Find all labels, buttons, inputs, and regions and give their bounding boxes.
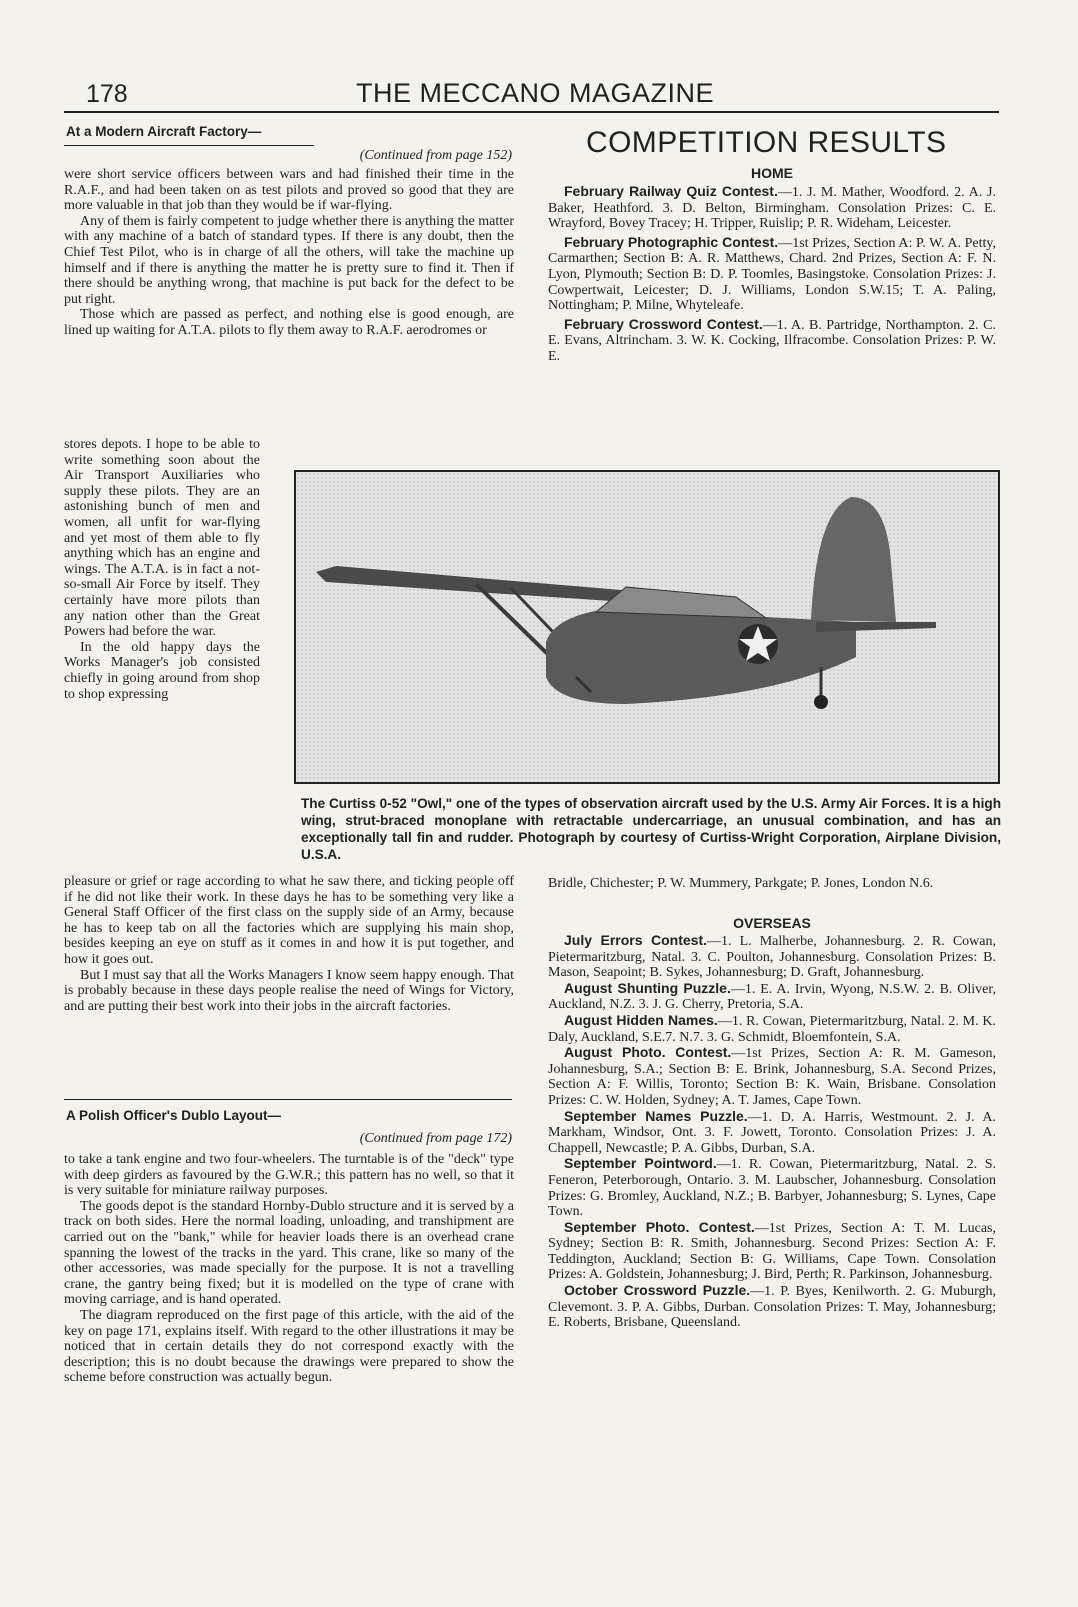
result-crossword (548, 317, 996, 365)
aircraft-paragraph-3b: stores depots. I hope to be able to write something soon about the Air Transport Auxiliaries who supply these pilots. They are an astonishing bunch of men and women, all unfit for war-flying and yet most of them able to fly anything which has an engine and wings. The A.T.A. is in fact a not-so-small Air Force by itself. They certainly have more pilots than any nation other than the Great Powers had before the war. (64, 437, 260, 640)
aircraft-heading-rule (64, 145, 314, 146)
competition-title: COMPETITION RESULTS (586, 126, 947, 159)
result-title: August Hidden Names. (564, 1011, 718, 1028)
result-title: October Crossword Puzzle. (564, 1282, 751, 1299)
aircraft-continued-note: (Continued from page 152) (359, 148, 512, 163)
result-july-errors (548, 933, 996, 981)
result-title: July Errors Contest. (564, 932, 707, 948)
dublo-paragraph-2: The goods depot is the standard Hornby-Dublo structure and it is served by a track on both sides. Here the normal loading, unloading, and transhipment are carried out on the "bank," while for heavier loads there is an overhead crane spanning the lowest of the tracks in the yard. This crane, like so many of the other accessories, was made specially for the purpose. It is not a travelling crane, the gantry being fixed; but it is modelled on the type of crane with moving carriage, and is hand operated. (64, 1198, 514, 1308)
result-text: —1st Prizes, Section A: P. W. A. Petty, Carmarthen; Section B: A. R. Matthews, Chard. 2nd Prizes, Section A: F. N. Lyon, Plymouth; Section B: D. P. Toomles, Basingstoke. Consolation Prizes: J. Cowpertwait, Leicester; D. J. Williams, London S.W.15; T. A. Paling, Nottingham; P. Milne, Whyteleafe. (548, 235, 997, 314)
result-text: —1. L. Malherbe, Johannesburg. 2. R. Cowan, Pietermaritzburg, Natal. 3. C. Poulton, Johannesburg. Consolation Prizes: B. Mason, Seapoint; B. Sykes, Johannesburg; D. Graft, Johannesburg. (548, 934, 996, 981)
overseas-results (548, 933, 996, 1331)
result-october-crossword (548, 1283, 996, 1331)
dublo-paragraph-1: to take a tank engine and two four-wheelers. The turntable is of the "deck" type with deep girders as favoured by the G.W.R.; this pattern has no well, so that it is very suitable for miniature railway purposes. (64, 1152, 514, 1199)
overseas-heading: OVERSEAS (733, 915, 811, 931)
result-text: —1. P. Byes, Kenilworth. 2. G. Muburgh, Clevemont. 3. P. A. Gibbs, Durban. Consolation Prizes: T. May, Johannesburg; E. Roberts, Brisbane, Queensland. (548, 1284, 996, 1331)
result-text: —1. R. Cowan, Pietermaritzburg, Natal. 2. M. K. Daly, Auckland, S.E.7. N.7. 3. G. Schmidt, Bloemfontein, S.A. (548, 1013, 996, 1045)
dublo-article-body (64, 1152, 514, 1386)
aircraft-paragraph-4b: pleasure or grief or rage according to what he saw there, and ticking people off if he did not like their work. In these days he has to be something very like a General Staff Officer of the first class on the supply side of an Army, because he has to keep tab on all the factories which are supplying his main shop, besides keeping an eye on stuff as it comes in and how it is put together, and how it goes out. (64, 874, 514, 967)
aircraft-article-body-bottom (64, 874, 514, 1014)
result-september-photo (548, 1220, 996, 1283)
result-text: —1st Prizes, Section A: T. M. Lucas, Sydney; Section B: R. Smith, Johannesburg. Second Prizes: Section A: F. Teddington, Auckland; Section B: G. Williams, Cape Town. Consolation Prizes: A. Goldstein, Johannesburg; J. Bird, Perth; R. Parkinson, Johannesburg. (548, 1220, 996, 1283)
photo-caption: The Curtiss 0-52 "Owl," one of the types of observation aircraft used by the U.S. Army Air Forces. It is a high wing, strut-braced monoplane with retractable undercarriage, an unusual combination, and has an exceptionally tall fin and rudder. Photograph by courtesy of Curtiss-Wright Corporation, Airplane Division, U.S.A. (301, 796, 1001, 862)
aircraft-paragraph-2: Any of them is fairly competent to judge whether there is anything the matter with any machine of a batch of standard types. If there is any doubt, then the Chief Test Pilot, who is in charge of all the others, will take the machine up himself and if there is anything the matter he is pretty sure to find it. Then if there should be anything wrong, that machine is put back for the defect to be put right. (64, 213, 514, 307)
result-text: —1. J. M. Mather, Woodford. 2. A. J. Baker, Heathford. 3. D. Belton, Birmingham. Consolation Prizes: C. E. Wrayford, Bovey Tracey; H. Tripper, Ruislip; P. R. Wideham, Leicester. (548, 185, 996, 232)
aircraft-paragraph-1: were short service officers between wars and had finished their time in the R.A.F., and had been taken on as test pilots and proved so good that they are more valuable in that job than they would be if war-flying. (64, 167, 514, 214)
result-title: September Names Puzzle. (564, 1107, 748, 1124)
aircraft-article-body-top (64, 167, 514, 339)
page-number: 178 (86, 80, 128, 108)
magazine-title: THE MECCANO MAGAZINE (356, 78, 715, 108)
result-text: —1. D. A. Harris, Westmount. 2. J. A. Markham, Windsor, Ont. 3. F. Jowett, Toronto. Consolation Prizes: J. A. Chappell, Newcastle; P. A. Gibbs, Durban, S.A. (548, 1109, 996, 1156)
result-title: February Railway Quiz Contest. (564, 183, 778, 199)
result-august-shunting (548, 981, 996, 1013)
aircraft-article-heading: At a Modern Aircraft Factory— (66, 124, 262, 139)
result-text: —1. A. B. Partridge, Northampton. 2. C. E. Evans, Altrincham. 3. W. K. Cocking, Ilfracombe. Consolation Prizes: P. W. E. (548, 317, 996, 364)
aircraft-paragraph-3a: Those which are passed as perfect, and nothing else is good enough, are lined up waiting for A.T.A. pilots to fly them away to R.A.F. aerodromes or (64, 307, 514, 338)
result-title: August Photo. Contest. (564, 1044, 732, 1061)
result-photographic (548, 235, 996, 314)
result-title: September Pointword. (564, 1155, 717, 1172)
result-august-hidden-names (548, 1013, 996, 1045)
aircraft-photo (294, 470, 1000, 784)
home-results-continued (548, 876, 996, 892)
result-september-names (548, 1109, 996, 1157)
result-title: September Photo. Contest. (564, 1218, 755, 1235)
home-results-top (548, 184, 996, 365)
result-railway-quiz (548, 184, 996, 232)
result-title: February Crossword Contest. (564, 315, 763, 332)
result-text: —1. R. Cowan, Pietermaritzburg, Natal. 2. S. Feneron, Peterborough, Ontario. 3. M. Laubscher, Johannesburg. Consolation Prizes: G. Bromley, Auckland, N.Z.; B. Barbyer, Johannesburg; S. Lynes, Cape Town. (548, 1157, 996, 1220)
aircraft-paragraph-5: But I must say that all the Works Managers I know seem happy enough. That is probably because in these days people realise the need of Wings for Victory, and are putting their best work into their jobs in the aircraft factories. (64, 967, 514, 1014)
result-text: —1. E. A. Irvin, Wyong, N.S.W. 2. B. Oliver, Auckland, N.Z. 3. J. G. Cherry, Pretoria, S.A. (548, 981, 996, 1013)
aircraft-article-body-narrow (64, 437, 260, 702)
result-september-pointword (548, 1156, 996, 1219)
result-title: August Shunting Puzzle. (564, 979, 731, 996)
dublo-continued-note: (Continued from page 172) (359, 1131, 512, 1146)
header-rule (64, 111, 999, 113)
aircraft-paragraph-4a: In the old happy days the Works Manager's job consisted chiefly in going around from shop to shop expressing (64, 639, 260, 702)
dublo-paragraph-3: The diagram reproduced on the first page of this article, with the aid of the key on page 171, explains itself. With regard to the other illustrations it may be noticed that in certain details they do not correspond exactly with the description; this is no doubt because the drawings were prepared to show the scheme before construction was actually begun. (64, 1307, 514, 1386)
result-crossword-continued: Bridle, Chichester; P. W. Mummery, Parkgate; P. Jones, London N.6. (548, 876, 934, 891)
curtiss-owl-aircraft-image (296, 472, 998, 782)
article-divider (64, 1099, 512, 1100)
dublo-article-heading: A Polish Officer's Dublo Layout— (66, 1108, 281, 1123)
home-heading: HOME (751, 165, 793, 181)
result-title: February Photographic Contest. (564, 233, 779, 250)
result-august-photo (548, 1045, 996, 1108)
result-text: —1st Prizes, Section A: R. M. Gameson, Johannesburg, S.A.; Section B: E. Brink, Johannesburg, S.A. Second Prizes, Section A: F. Willis, Toronto; Section B: K. Wain, Brisbane. Consolation Prizes: C. W. Holden, Sydney; A. T. James, Cape Town. (548, 1046, 996, 1108)
